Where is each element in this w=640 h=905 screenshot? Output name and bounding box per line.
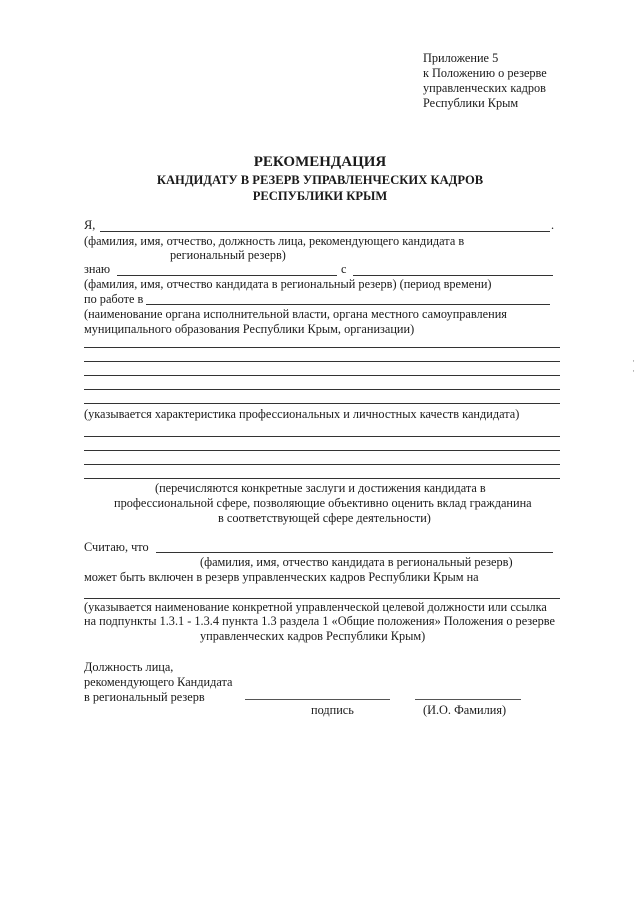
ya-end-dot: . — [551, 218, 555, 232]
scan-mark: · · — [632, 356, 635, 376]
merits-line-4[interactable] — [84, 478, 560, 479]
appendix-line-3: управленческих кадров — [423, 81, 546, 95]
recommender-hint-2: региональный резерв) — [170, 248, 286, 262]
merits-line-3[interactable] — [84, 464, 560, 465]
znayu-label: знаю — [84, 262, 111, 276]
position-hint-3: управленческих кадров Республики Крым) — [200, 629, 426, 643]
candidate-period-hint: (фамилия, имя, отчество кандидата в региональный резерв) (период времени) — [84, 277, 492, 291]
name-line[interactable] — [415, 699, 521, 700]
period-line[interactable] — [353, 275, 553, 276]
since-label: с — [341, 262, 347, 276]
merits-line-1[interactable] — [84, 436, 560, 437]
signature-label-3: в региональный резерв — [84, 690, 205, 704]
candidate-name-line-2[interactable] — [156, 552, 553, 553]
organization-hint-2: муниципального образования Республики Крым, организации) — [84, 322, 415, 336]
merits-hint-2: профессиональной сфере, позволяющие объективно оценить вклад гражданина — [114, 496, 532, 510]
signature-label-2: рекомендующего Кандидата — [84, 675, 233, 689]
merits-hint-1: (перечисляются конкретные заслуги и достижения кандидата в — [155, 481, 486, 495]
work-label: по работе в — [84, 292, 144, 306]
organization-hint-1: (наименование органа исполнительной власти, органа местного самоуправления — [84, 307, 507, 321]
name-hint: (И.О. Фамилия) — [423, 703, 507, 717]
qualities-line-3[interactable] — [84, 375, 560, 376]
merits-line-2[interactable] — [84, 450, 560, 451]
recommender-hint-1: (фамилия, имя, отчество, должность лица, рекомендующего кандидата в — [84, 234, 465, 248]
candidate-name-line[interactable] — [117, 275, 337, 276]
appendix-line-1: Приложение 5 — [423, 51, 499, 65]
document-subtitle-1: КАНДИДАТУ В РЕЗЕРВ УПРАВЛЕНЧЕСКИХ КАДРОВ — [156, 173, 484, 187]
document-subtitle-2: РЕСПУБЛИКИ КРЫМ — [252, 189, 388, 203]
qualities-line-2[interactable] — [84, 361, 560, 362]
inclusion-text: может быть включен в резерв управленческих кадров Республики Крым на — [84, 570, 479, 584]
qualities-hint: (указывается характеристика профессиональных и личностных качеств кандидата) — [84, 407, 520, 421]
qualities-line-4[interactable] — [84, 389, 560, 390]
signature-label-1: Должность лица, — [84, 660, 174, 674]
position-line[interactable] — [84, 598, 560, 599]
qualities-line-1[interactable] — [84, 347, 560, 348]
appendix-line-2: к Положению о резерве — [423, 66, 547, 80]
position-hint-2: на подпункты 1.3.1 - 1.3.4 пункта 1.3 раздела 1 «Общие положения» Положения о резерве — [84, 614, 555, 628]
ya-label: Я, — [84, 218, 96, 232]
signature-hint: подпись — [311, 703, 354, 717]
signature-line[interactable] — [245, 699, 390, 700]
organization-line[interactable] — [146, 304, 550, 305]
consider-label: Считаю, что — [84, 540, 149, 554]
position-hint-1: (указывается наименование конкретной управленческой целевой должности или ссылка — [84, 600, 547, 614]
candidate-name-hint: (фамилия, имя, отчество кандидата в региональный резерв) — [200, 555, 513, 569]
appendix-line-4: Республики Крым — [423, 96, 519, 110]
merits-hint-3: в соответствующей сфере деятельности) — [218, 511, 431, 525]
qualities-line-5[interactable] — [84, 403, 560, 404]
document-title: РЕКОМЕНДАЦИЯ — [253, 154, 387, 170]
recommender-name-line[interactable] — [100, 231, 550, 232]
